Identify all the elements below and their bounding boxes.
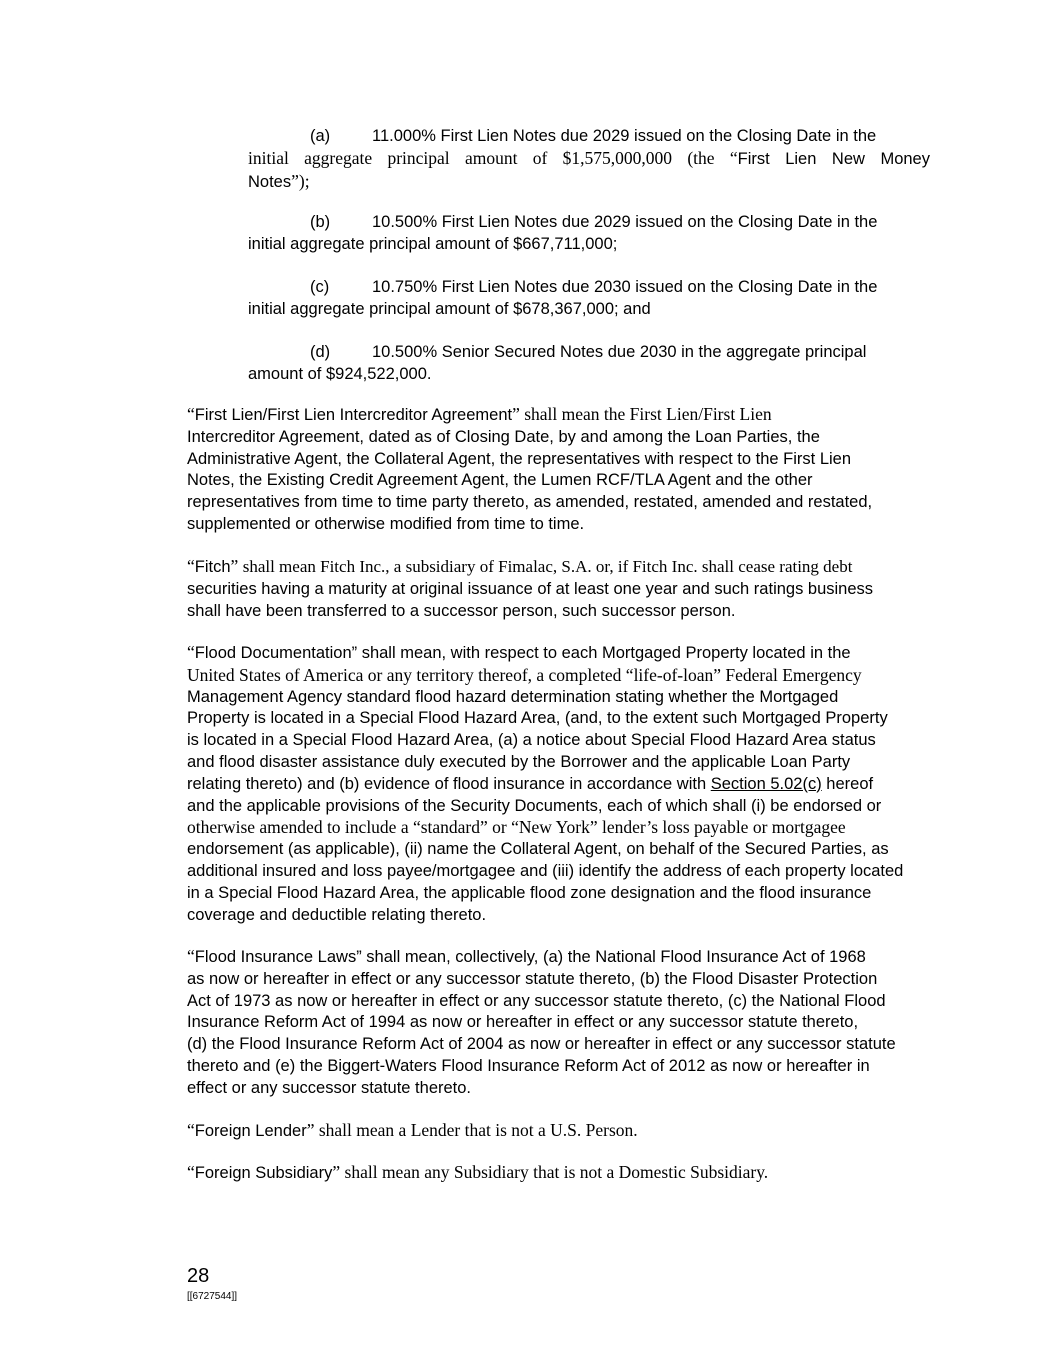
quote-mark: “ — [187, 404, 195, 424]
quote-mark: ” — [512, 404, 525, 424]
quote-mark: ” — [230, 556, 243, 576]
defined-term: Flood Insurance Laws — [194, 948, 357, 966]
item-text: ”); — [291, 171, 310, 191]
definition-line: and flood disaster assistance duly executed by the Borrower and the applicable Loan Party — [187, 752, 851, 771]
defined-term: Notes — [248, 173, 292, 191]
definition-text: shall mean the First Lien/First Lien — [524, 404, 772, 424]
item-label: (d) — [310, 343, 331, 361]
definition-flood-insurance-laws — [187, 946, 932, 1100]
definition-line: coverage and deductible relating thereto. — [187, 905, 487, 924]
definition-text: shall mean Fitch Inc., a subsidiary of Fimalac, S.A. or, if Fitch Inc. shall cease rating debt — [242, 557, 853, 576]
definition-line: (d) the Flood Insurance Reform Act of 2004 as now or hereafter in effect or any successor statute — [187, 1035, 896, 1054]
item-text: 10.500% First Lien Notes due 2029 issued on the Closing Date in the — [372, 213, 878, 231]
item-label: (b) — [310, 213, 331, 231]
defined-term: Foreign Subsidiary — [194, 1164, 333, 1182]
definition-line: is located in a Special Flood Hazard Area, (a) a notice about Special Flood Hazard Area status — [187, 731, 876, 750]
definition-line: shall have been transferred to a successor person, such successor person. — [187, 601, 736, 620]
quote-mark: “ — [187, 1120, 195, 1140]
definition-line: effect or any successor statute thereto. — [187, 1078, 472, 1097]
list-item-c — [248, 276, 930, 320]
definition-intercreditor — [187, 404, 932, 536]
item-label: (c) — [310, 278, 330, 296]
item-text: 10.500% Senior Secured Notes due 2030 in the aggregate principal — [372, 343, 867, 361]
defined-term: Flood Documentation — [194, 644, 352, 662]
list-item-a — [248, 125, 930, 193]
definition-line: Insurance Reform Act of 1994 as now or hereafter in effect or any successor statute thereto, — [187, 1013, 859, 1032]
definition-text: shall mean any Subsidiary that is not a Domestic Subsidiary. — [344, 1162, 769, 1182]
definition-line: thereto and (e) the Biggert-Waters Flood Insurance Reform Act of 2012 as now or hereafter in — [187, 1056, 870, 1075]
definition-line: Notes, the Existing Credit Agreement Agent, the Lumen RCF/TLA Agent and the other — [187, 471, 813, 490]
definition-foreign-lender — [187, 1120, 932, 1143]
item-text: 11.000% First Lien Notes due 2029 issued on the Closing Date in the — [372, 127, 877, 145]
definition-text: hereof — [821, 774, 874, 793]
item-text: amount of $924,522,000. — [248, 365, 432, 383]
quote-mark: “ — [187, 1162, 195, 1182]
quote-mark: “ — [187, 946, 195, 966]
definition-line: endorsement (as applicable), (ii) name the Collateral Agent, on behalf of the Secured Parties, as — [187, 840, 889, 859]
item-text: 10.750% First Lien Notes due 2030 issued on the Closing Date in the — [372, 278, 878, 296]
item-label: (a) — [310, 127, 331, 145]
definition-text: shall mean a Lender that is not a U.S. Person. — [318, 1120, 638, 1140]
definition-text: ” shall mean, with respect to each Mortgaged Property located in the — [351, 644, 851, 662]
item-text: initial aggregate principal amount of $1,575,000,000 (the “ — [248, 148, 738, 168]
section-reference-link[interactable]: Section 5.02(c) — [710, 774, 822, 793]
definition-line: Administrative Agent, the Collateral Agent, the representatives with respect to the First Lien — [187, 449, 852, 468]
list-item-b — [248, 211, 930, 255]
defined-term: First Lien New Money — [737, 150, 930, 168]
definition-text: ” shall mean, collectively, (a) the National Flood Insurance Act of 1968 — [356, 948, 866, 966]
definition-flood-documentation — [187, 642, 932, 926]
definition-line: Property is located in a Special Flood Hazard Area, (and, to the extent such Mortgaged Property — [187, 709, 888, 728]
list-item-d — [248, 341, 930, 385]
definition-line: representatives from time to time party thereto, as amended, restated, amended and restated, — [187, 493, 873, 512]
definition-line: securities having a maturity at original issuance of at least one year and such ratings business — [187, 579, 874, 598]
document-id: [[6727544]] — [187, 1291, 238, 1302]
quote-mark: “ — [187, 556, 195, 576]
item-text: initial aggregate principal amount of $667,711,000; — [248, 235, 618, 253]
definition-foreign-subsidiary — [187, 1162, 932, 1185]
definition-line: Intercreditor Agreement, dated as of Closing Date, by and among the Loan Parties, the — [187, 427, 820, 446]
quote-mark: ” — [332, 1162, 345, 1182]
page-number: 28 — [187, 1265, 210, 1287]
defined-term: Fitch — [194, 558, 231, 576]
quote-mark: “ — [187, 642, 195, 662]
definition-line: supplemented or otherwise modified from time to time. — [187, 514, 585, 533]
definition-line: in a Special Flood Hazard Area, the applicable flood zone designation and the flood insurance — [187, 883, 872, 902]
quote-mark: ” — [306, 1120, 319, 1140]
definition-line: United States of America or any territory thereof, a completed “life-of-loan” Federal Emergency — [187, 664, 862, 685]
definition-line: otherwise amended to include a “standard” or “New York” lender’s loss payable or mortgagee — [187, 817, 846, 838]
definition-line: additional insured and loss payee/mortgagee and (iii) identify the address of each property located — [187, 861, 904, 880]
definition-line: Act of 1973 as now or hereafter in effect or any successor statute thereto, (c) the National Flood — [187, 991, 886, 1010]
definition-fitch — [187, 556, 932, 622]
defined-term: First Lien/First Lien Intercreditor Agreement — [194, 406, 513, 424]
definition-line: as now or hereafter in effect or any successor statute thereto, (b) the Flood Disaster Protection — [187, 969, 878, 988]
definition-line: and the applicable provisions of the Security Documents, each of which shall (i) be endorsed or — [187, 796, 882, 815]
definition-line: Management Agency standard flood hazard determination stating whether the Mortgaged — [187, 687, 839, 706]
item-text: initial aggregate principal amount of $678,367,000; and — [248, 300, 651, 318]
definition-text: relating thereto) and (b) evidence of flood insurance in accordance with — [187, 774, 711, 793]
defined-term: Foreign Lender — [194, 1122, 307, 1140]
